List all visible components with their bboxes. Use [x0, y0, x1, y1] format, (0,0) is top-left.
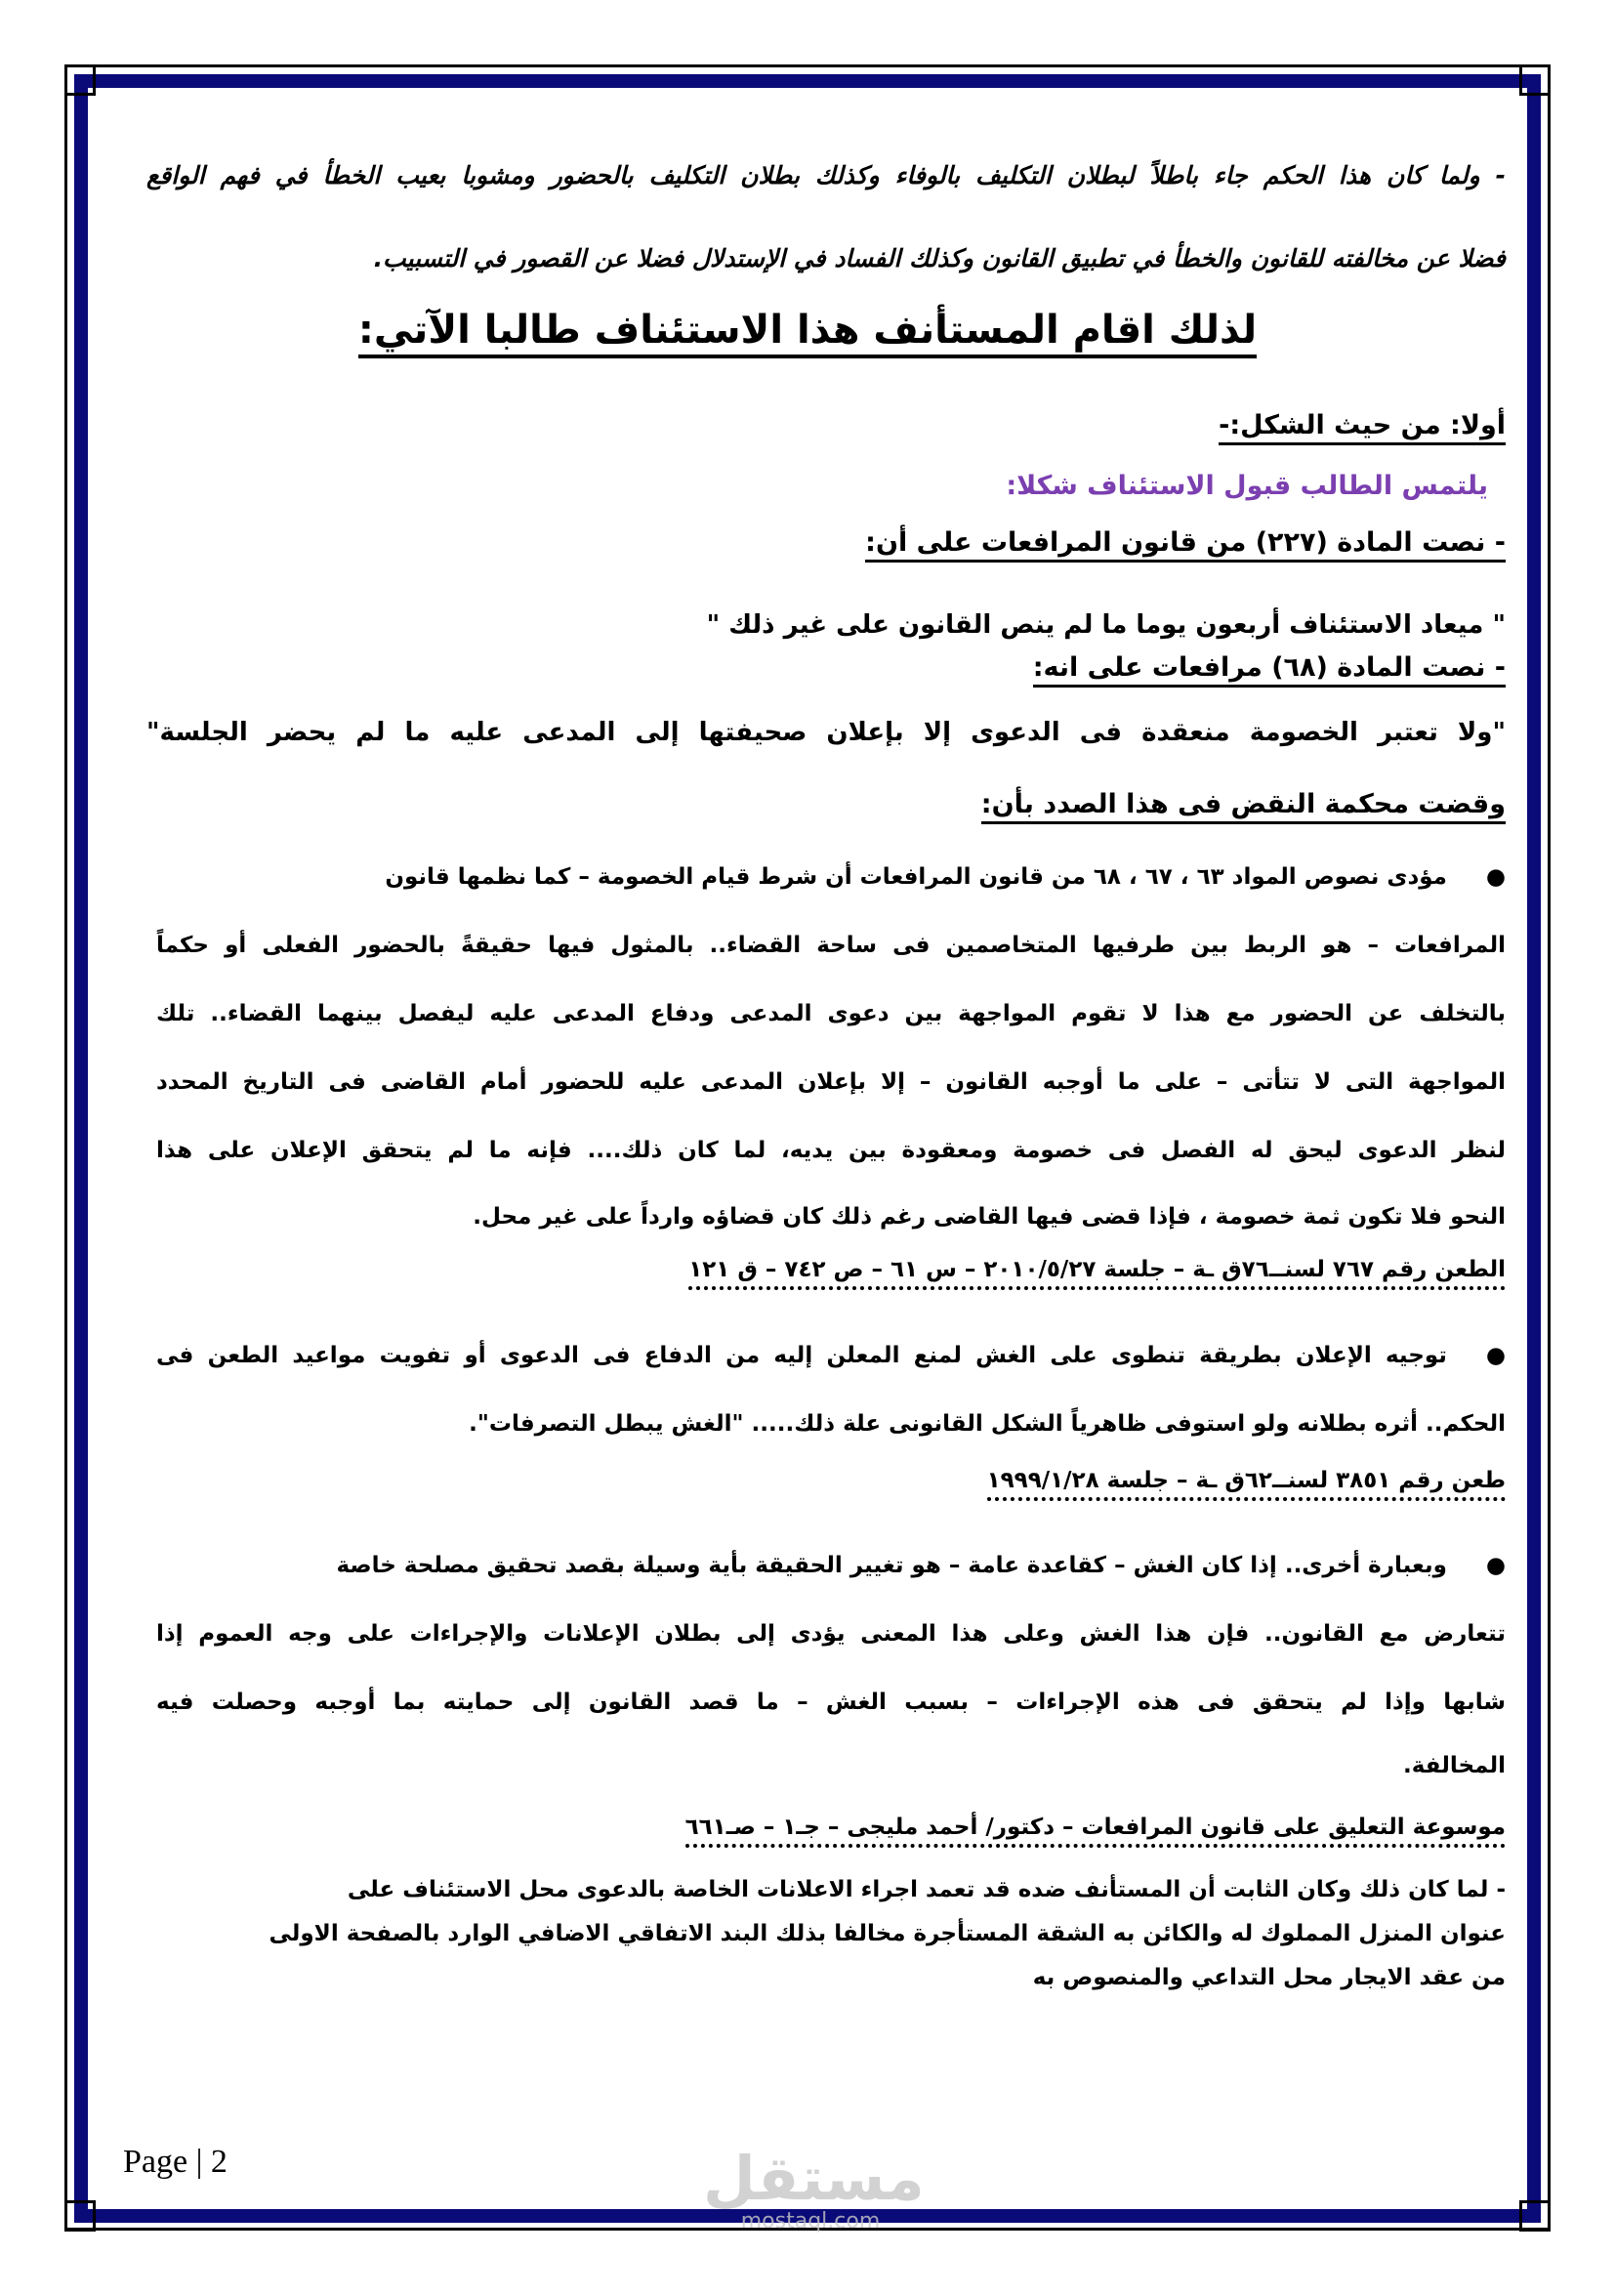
closing-paragraph-line: عنوان المنزل المملوك له والكائن به الشقة المستأجرة مخالفا بذلك البند الاتفاقي الاضافي الوارد بالصفحة الاولى — [269, 1921, 1506, 1946]
closing-paragraph-line: - لما كان ذلك وكان الثابت أن المستأنف ضده قد تعمد اجراء الاعلانات الخاصة بالدعوى محل الاستئناف على — [347, 1877, 1506, 1902]
border-corner — [1519, 2200, 1551, 2232]
request-line: يلتمس الطالب قبول الاستئناف شكلا: — [1006, 471, 1488, 501]
section-title-text: أولا: من حيث الشكل:- — [1219, 410, 1506, 445]
intro-line: فضلا عن مخالفته للقانون والخطأ في تطبيق القانون وكذلك الفساد في الإستدلال فضلا عن القصور في التسبيب. — [373, 244, 1506, 272]
citation-text: موسوعة التعليق على قانون المرافعات – دكتور/ أحمد مليجى – جـ١ – صـ٦٦١ — [685, 1815, 1506, 1848]
bullet-paragraph-line: النحو فلا تكون ثمة خصومة ، فإذا قضى فيها القاضى رغم ذلك كان قضاؤه وارداً على غير محل. — [473, 1204, 1506, 1230]
section-title — [146, 410, 1506, 440]
main-heading — [293, 308, 1322, 353]
bullet-paragraph-line: بالتخلف عن الحضور مع هذا لا تقوم المواجهة بين دعوى المدعى ودفاع المدعى عليه ليفصل بينهما القضاء.. تلك — [156, 1001, 1506, 1026]
article-227-intro-text: - نصت المادة (٢٢٧) من قانون المرافعات على أن: — [865, 527, 1506, 563]
bullet-paragraph-line: الحكم.. أثره بطلانه ولو استوفى ظاهرياً الشكل القانونى علة ذلك..... "الغش يبطل التصرفات". — [469, 1411, 1506, 1437]
article-68-quote: "ولا تعتبر الخصومة منعقدة فى الدعوى إلا بإعلان صحيفتها إلى المدعى عليه ما لم يحضر الجلسة" — [146, 718, 1506, 747]
bullet-paragraph-line: المواجهة التى لا تتأتى – على ما أوجبه القانون – إلا بإعلان المدعى عليه للحضور أمام القاضى فى التاريخ المحدد — [156, 1069, 1506, 1095]
border-corner — [64, 64, 96, 96]
bullet-paragraph-line: تتعارض مع القانون.. فإن هذا الغش وعلى هذا المعنى يؤدى إلى بطلان الإعلانات والإجراءات على وجه العموم إذا — [156, 1621, 1506, 1647]
article-227-intro — [146, 527, 1506, 558]
article-227-quote: " ميعاد الاستئناف أربعون يوما ما لم ينص القانون على غير ذلك " — [706, 610, 1506, 640]
bullet-icon: ● — [1485, 864, 1506, 890]
bullet-paragraph-line: لنظر الدعوى ليحق له الفصل فى خصومة ومعقودة بين يديه، لما كان ذلك.... فإنه ما لم يتحقق الإعلان على هذا — [156, 1138, 1506, 1163]
article-68-intro-text: - نصت المادة (٦٨) مرافعات على انه: — [1033, 652, 1506, 688]
cassation-intro — [146, 789, 1506, 819]
bullet-paragraph-line: ●توجيه الإعلان بطريقة تنطوى على الغش لمنع المعلن إليه من الدفاع فى الدعوى أو تفويت مواعيد الطعن فى — [156, 1343, 1506, 1368]
bullet-paragraph-line: شابها وإذا لم يتحقق فى هذه الإجراءات – بسبب الغش – ما قصد القانون إلى حمايته بما أوجبه وحصلت فيه — [156, 1690, 1506, 1715]
intro-line: - ولما كان هذا الحكم جاء باطلاً لبطلان التكليف بالوفاء وكذلك بطلان التكليف بالحضور ومشوبا بعيب الخطأ في فهم الواقع — [146, 161, 1506, 189]
border-corner — [1519, 64, 1551, 96]
watermark-arabic: مستقل — [703, 2143, 925, 2214]
closing-paragraph-line: من عقد الايجار محل التداعي والمنصوص به — [1032, 1965, 1506, 1990]
watermark-logo — [703, 2143, 925, 2233]
bullet-paragraph-line: المخالفة. — [1402, 1753, 1506, 1778]
bullet-icon: ● — [1485, 1343, 1506, 1368]
bullet-paragraph-line: ●مؤدى نصوص المواد ٦٣ ، ٦٧ ، ٦٨ من قانون المرافعات أن شرط قيام الخصومة – كما نظمها قانون — [385, 864, 1506, 890]
citation — [146, 1815, 1506, 1840]
bullet-icon: ● — [1485, 1553, 1506, 1578]
citation-text: الطعن رقم ٧٦٧ لسنــ٧٦ق ـة – جلسة ٢٠١٠/٥/٢٧ – س ٦١ – ص ٧٤٢ – ق ١٢١ — [688, 1257, 1506, 1290]
watermark-latin: mostaql.com — [740, 2209, 881, 2233]
bullet-paragraph-line: المرافعات – هو الربط بين طرفيها المتخاصمين فى ساحة القضاء.. بالمثول فيها حقيقةً بالحضور الفعلى أو حكماً — [156, 933, 1506, 958]
citation-text: طعن رقم ٣٨٥١ لسنــ٦٢ق ـة – جلسة ١٩٩٩/١/٢٨ — [987, 1468, 1506, 1501]
citation — [146, 1257, 1506, 1282]
article-68-intro — [146, 652, 1506, 683]
cassation-intro-text: وقضت محكمة النقض فى هذا الصدد بأن: — [981, 789, 1506, 824]
bullet-paragraph-line: ●وبعبارة أخرى.. إذا كان الغش – كقاعدة عامة – هو تغيير الحقيقة بأية وسيلة بقصد تحقيق مصلحة خاصة — [336, 1553, 1506, 1578]
page-number: Page | 2 — [123, 2144, 228, 2180]
citation — [146, 1468, 1506, 1493]
border-corner — [64, 2200, 96, 2232]
main-heading-text: لذلك اقام المستأنف هذا الاستئناف طالبا الآتي: — [358, 308, 1257, 358]
